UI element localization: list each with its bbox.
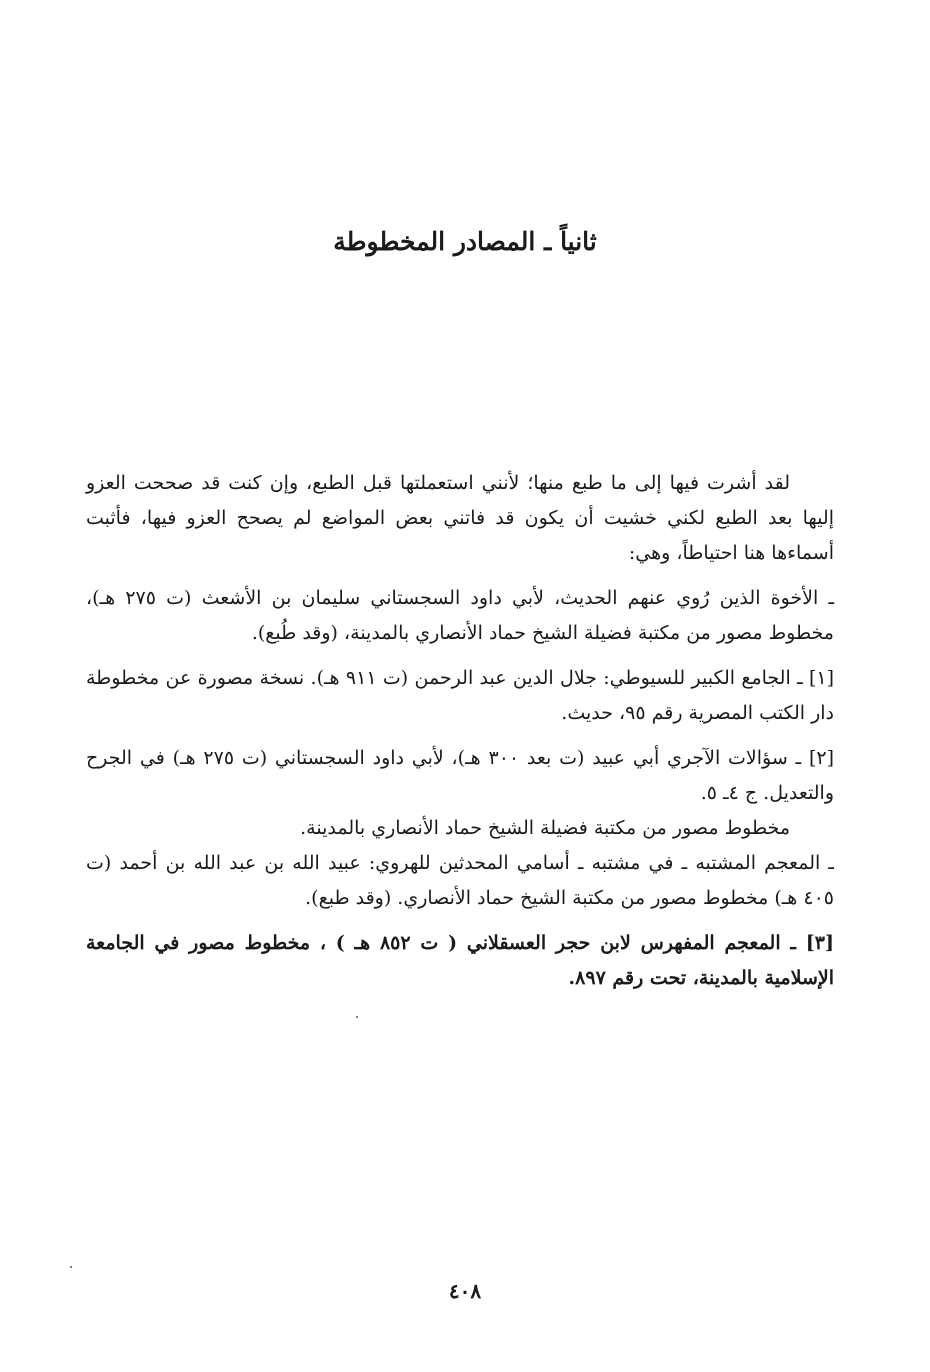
intro-paragraph: لقد أشرت فيها إلى ما طبع منها؛ لأنني استعملتها قبل الطبع، وإن كنت قد صححت العزو إليها بعد الطبع لكني خشيت أن يكون قد فاتني بعض المواضع لم يصحح العزو فيها، فأثبت أسماءها هنا احتياطاً، وهي:: [86, 472, 834, 564]
entry-akhwa: ـ الأخوة الذين رُوي عنهم الحديث، لأبي داود السجستاني سليمان بن الأشعث (ت ٢٧٥ هـ)، مخطوط مصور من مكتبة فضيلة الشيخ حماد الأنصاري بالمدينة، (وقد طُبع).: [86, 587, 835, 644]
entry-2-manuscript-note: مخطوط مصور من مكتبة فضيلة الشيخ حماد الأنصاري بالمدينة.: [300, 817, 790, 839]
body-text: [86, 466, 834, 996]
scan-speck: [70, 1266, 72, 1268]
entry-2-suaalat: [٢] ـ سؤالات الآجري أبي عبيد (ت بعد ٣٠٠ هـ)، لأبي داود السجستاني (ت ٢٧٥ هـ) في الجرح والتعديل. ج ٤ـ ٥.: [86, 747, 834, 804]
entry-mujam-mushtabih: ـ المعجم المشتبه ـ في مشتبه ـ أسامي المحدثين للهروي: عبيد الله بن عبد الله بن أحمد (ت ٤٠٥ هـ) مخطوط مصور من مكتبة الشيخ حماد الأنصاري. (وقد طبع).: [86, 852, 834, 909]
scan-speck: [356, 1016, 358, 1018]
page-number: ٤٠٨: [448, 1279, 482, 1303]
entry-1-jami-kabir: [١] ـ الجامع الكبير للسيوطي: جلال الدين عبد الرحمن (ت ٩١١ هـ). نسخة مصورة عن مخطوطة دار الكتب المصرية رقم ٩٥، حديث.: [86, 667, 835, 724]
section-heading: ثانياً ـ المصادر المخطوطة: [333, 227, 597, 256]
entry-3-mujam-mufahras: [٣] ـ المعجم المفهرس لابن حجر العسقلاني ( ت ٨٥٢ هـ ) ، مخطوط مصور في الجامعة الإسلامية بالمدينة، تحت رقم ٨٩٧.: [86, 932, 835, 989]
